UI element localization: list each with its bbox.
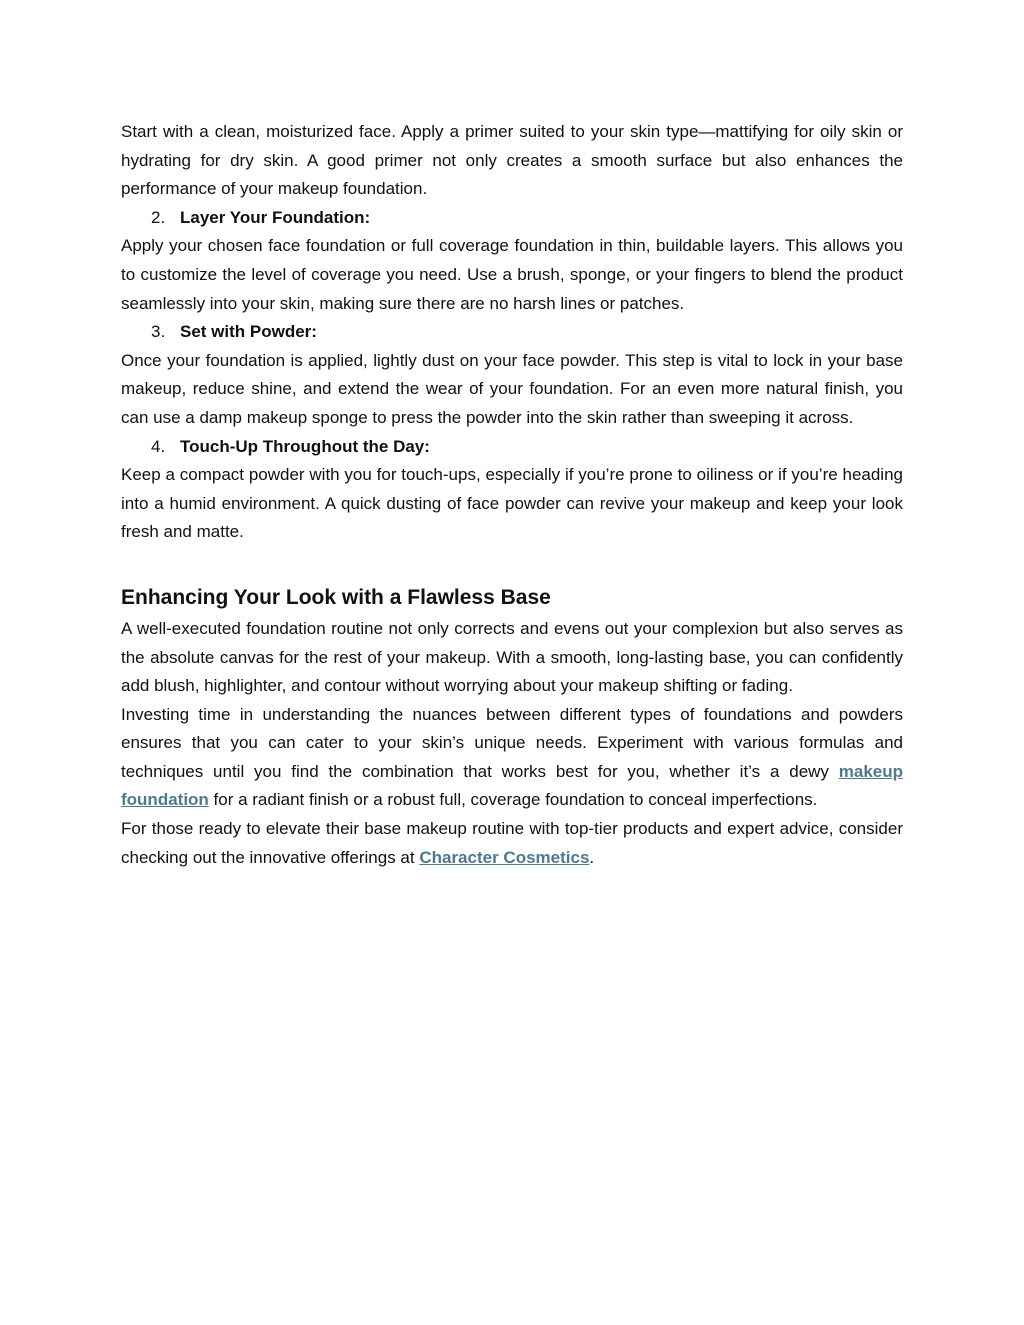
paragraph-text: Investing time in understanding the nuances between different types of foundations and powders ensures that you can cater to your skin’s unique needs. Experiment with various formulas and techniques until you find the combination that works best for you, whether it’s a dewy	[121, 704, 903, 781]
paragraph-text: for a radiant finish or a robust full, coverage foundation to conceal imperfections.	[208, 790, 818, 810]
section-paragraph-2	[121, 701, 903, 815]
intro-paragraph: Start with a clean, moisturized face. Apply a primer suited to your skin type—mattifying for oily skin or hydrating for dry skin. A good primer not only creates a smooth surface but also enhances the performance of your makeup foundation.	[121, 122, 903, 199]
document-page	[121, 118, 903, 872]
step-number: 4.	[151, 436, 166, 456]
paragraph-text: .	[589, 847, 595, 867]
section-heading: Enhancing Your Look with a Flawless Base	[121, 585, 551, 609]
step-heading-3	[121, 318, 903, 347]
step-heading-4	[121, 433, 903, 462]
step-title: Touch-Up Throughout the Day:	[180, 436, 430, 456]
step-title: Layer Your Foundation:	[180, 207, 371, 227]
character-cosmetics-link[interactable]: Character Cosmetics	[419, 847, 590, 867]
paragraph-text: For those ready to elevate their base makeup routine with top-tier products and expert advice, consider checking out the innovative offerings at	[121, 819, 903, 867]
step-title: Set with Powder:	[180, 322, 317, 342]
step-body-3: Once your foundation is applied, lightly dust on your face powder. This step is vital to lock in your base makeup, reduce shine, and extend the wear of your foundation. For an even more natural finish, you can use a damp makeup sponge to press the powder into the skin rather than sweeping it across.	[121, 350, 903, 427]
step-heading-2	[121, 204, 903, 233]
section-paragraph-1: A well-executed foundation routine not only corrects and evens out your complexion but also serves as the absolute canvas for the rest of your makeup. With a smooth, long-lasting base, you can confidently add blush, highlighter, and contour without worrying about your makeup shifting or fading.	[121, 618, 903, 696]
step-number: 2.	[151, 207, 166, 227]
section-paragraph-3	[121, 815, 903, 872]
step-body-2: Apply your chosen face foundation or full coverage foundation in thin, buildable layers. This allows you to customize the level of coverage you need. Use a brush, sponge, or your fingers to blend the product seamlessly into your skin, making sure there are no harsh lines or patches.	[121, 236, 903, 313]
step-number: 3.	[151, 322, 166, 342]
makeup-foundation-link[interactable]: makeup foundation	[121, 761, 903, 810]
step-body-4: Keep a compact powder with you for touch-ups, especially if you’re prone to oiliness or if you’re heading into a humid environment. A quick dusting of face powder can revive your makeup and keep your look fresh and matte.	[121, 465, 903, 542]
